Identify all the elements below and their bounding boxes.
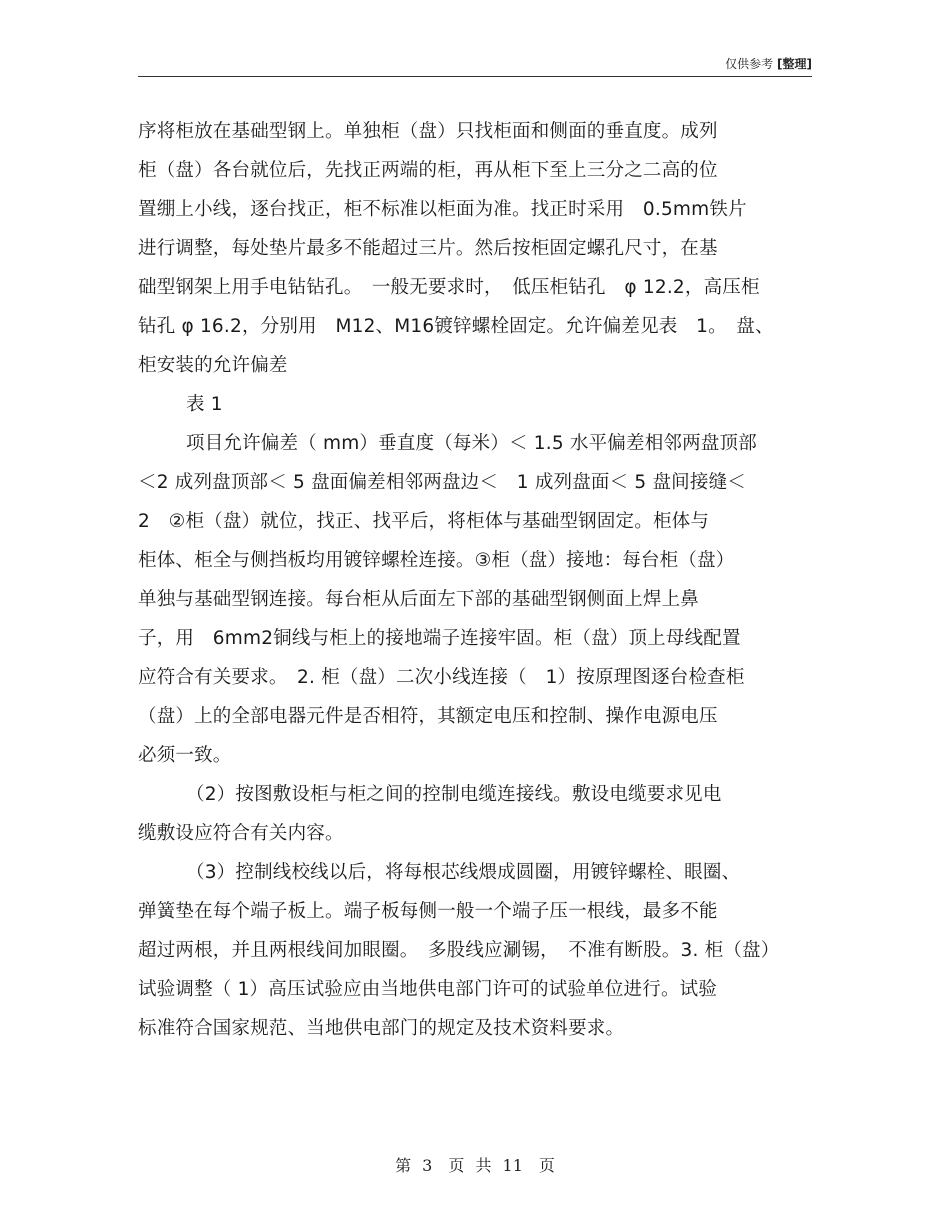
text-line: （2）按图敷设柜与柜之间的控制电缆连接线。敷设电缆要求见电 [186, 784, 722, 805]
text-line: 必须一致。 [138, 745, 232, 766]
text-line: ＜2 成列盘顶部＜ 5 盘面偏差相邻两盘边＜ 1 成列盘面＜ 5 盘间接缝＜ [138, 472, 746, 493]
text-line: 置绷上小线，逐台找正，柜不标准以柜面为准。找正时采用 0.5mm铁片 [138, 199, 747, 220]
text-line: （盘）上的全部电器元件是否相符，其额定电压和控制、操作电源电压 [138, 706, 718, 727]
text-line: 柜（盘）各台就位后，先找正两端的柜，再从柜下至上三分之二高的位 [138, 160, 718, 181]
text-line: 子，用 6mm2铜线与柜上的接地端子连接牢固。柜（盘）顶上母线配置 [138, 628, 741, 649]
text-line: 标准符合国家规范、当地供电部门的规定及技术资料要求。 [138, 1018, 625, 1039]
text-line: 2 ②柜（盘）就位，找正、找平后，将柜体与基础型钢固定。柜体与 [138, 511, 710, 532]
text-line: 应符合有关要求。 2. 柜（盘）二次小线连接（ 1）按原理图逐台检查柜 [138, 667, 745, 688]
text-line: 弹簧垫在每个端子板上。端子板每侧一般一个端子压一根线，最多不能 [138, 901, 718, 922]
text-line: 进行调整，每处垫片最多不能超过三片。然后按柜固定螺孔尺寸，在基 [138, 238, 718, 259]
page-header [725, 55, 812, 72]
header-tag: [整理] [777, 57, 812, 71]
text-line: 础型钢架上用手电钻钻孔。 一般无要求时， 低压柜钻孔 φ 12.2，高压柜 [138, 277, 760, 298]
header-prefix: 仅供参考 [725, 57, 774, 71]
text-line: 柜体、柜全与侧挡板均用镀锌螺栓连接。③柜（盘）接地：每台柜（盘） [138, 550, 735, 571]
text-line: 项目允许偏差（ mm）垂直度（每米）＜ 1.5 水平偏差相邻两盘顶部 [186, 433, 757, 454]
text-line: 单独与基础型钢连接。每台柜从后面左下部的基础型钢侧面上焊上鼻 [138, 589, 700, 610]
text-line: 超过两根，并且两根线间加眼圈。 多股线应涮锡， 不准有断股。3. 柜（盘） [138, 940, 780, 961]
text-line: （3）控制线校线以后，将每根芯线煨成圆圈，用镀锌螺栓、眼圈、 [186, 862, 741, 883]
text-line: 表 1 [186, 394, 223, 415]
page-footer: 第 3 页 共 11 页 [395, 1156, 555, 1175]
text-line: 柜安装的允许偏差 [138, 355, 288, 376]
text-line: 序将柜放在基础型钢上。单独柜（盘）只找柜面和侧面的垂直度。成列 [138, 121, 718, 142]
document-body [138, 112, 828, 1048]
header-divider [138, 76, 812, 77]
text-line: 钻孔 φ 16.2，分别用 M12、M16镀锌螺栓固定。允许偏差见表 1。 盘、 [138, 316, 774, 337]
text-line: 缆敷设应符合有关内容。 [138, 823, 344, 844]
text-line: 试验调整（ 1）高压试验应由当地供电部门许可的试验单位进行。试验 [138, 979, 718, 1000]
